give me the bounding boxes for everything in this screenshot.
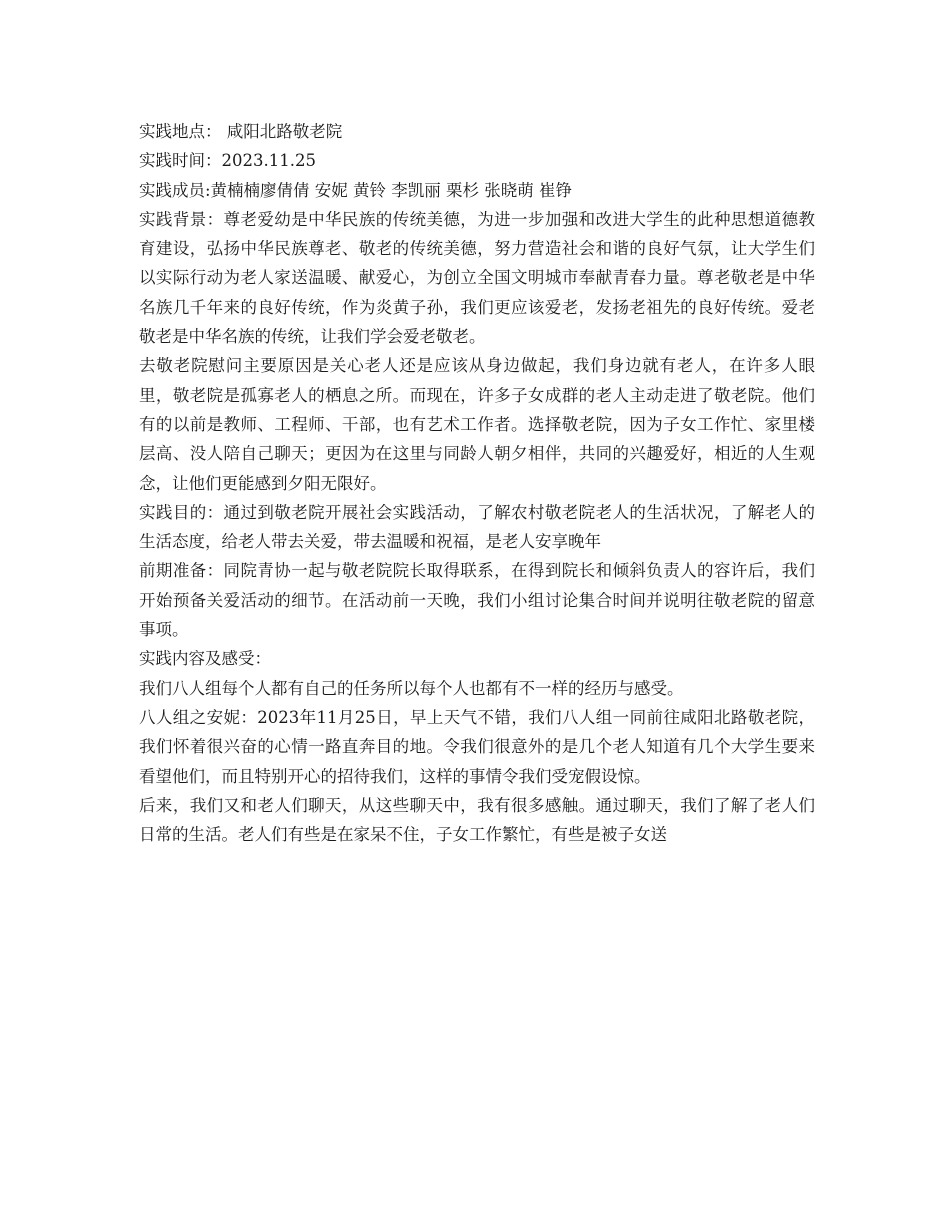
practice-location: 实践地点： 咸阳北路敬老院	[139, 122, 343, 141]
practice-background: 实践背景：尊老爱幼是中华民族的传统美德，为进一步加强和改进大学生的此种思想道德教育建设，弘扬中华民族尊老、敬老的传统美德，努力营造社会和谐的良好气氛，让大学生们以实际行动为老人家送温暖、献爱心，为创立全国文明城市奉献青春力量。尊老敬老是中华名族几千年来的良好传统，作为炎黄子孙，我们更应该爱老，发扬老祖先的良好传统。爱老敬老是中华名族的传统，让我们学会爱老敬老。	[139, 209, 815, 347]
practice-purpose: 实践目的：通过到敬老院开展社会实践活动，了解农村敬老院老人的生活状况，了解老人的生活态度，给老人带去关爱，带去温暖和祝福，是老人安享晚年	[139, 502, 815, 552]
visit-reason: 去敬老院慰问主要原因是关心老人还是应该从身边做起，我们身边就有老人，在许多人眼里，敬老院是孤寡老人的栖息之所。而现在，许多子女成群的老人主动走进了敬老院。他们有的以前是教师、工程师、干部，也有艺术工作者。选择敬老院，因为子女工作忙、家里楼层高、没人陪自己聊天；更因为在这里与同龄人朝夕相伴，共同的兴趣爱好，相近的人生观念，让他们更能感到夕阳无限好。	[139, 356, 815, 493]
content-heading: 实践内容及感受：	[139, 649, 271, 669]
practice-members: 实践成员:黄楠楠廖倩倩 安妮 黄铃 李凯丽 栗杉 张晓萌 崔铮	[139, 180, 573, 200]
annie-experience: 八人组之安妮：2023年11月25日，早上天气不错，我们八人组一同前往咸阳北路敬老院，我们怀着很兴奋的心情一路直奔目的地。令我们很意外的是几个老人知道有几个大学生要来看望他们，而且特别开心的招待我们，这样的事情令我们受宠假设惊。	[139, 707, 815, 786]
document-body	[139, 117, 815, 849]
practice-time: 实践时间：2023.11.25	[139, 151, 316, 171]
chat-paragraph: 后来，我们又和老人们聊天，从这些聊天中，我有很多感触。通过聊天，我们了解了老人们日常的生活。老人们有些是在家呆不住，子女工作繁忙，有些是被子女送	[139, 795, 815, 845]
preparation: 前期准备：同院青协一起与敬老院院长取得联系，在得到院长和倾斜负责人的容许后，我们开始预备关爱活动的细节。在活动前一天晚，我们小组讨论集合时间并说明往敬老院的留意事项。	[139, 561, 815, 640]
group-intro: 我们八人组每个人都有自己的任务所以每个人也都有不一样的经历与感受。	[139, 678, 684, 698]
